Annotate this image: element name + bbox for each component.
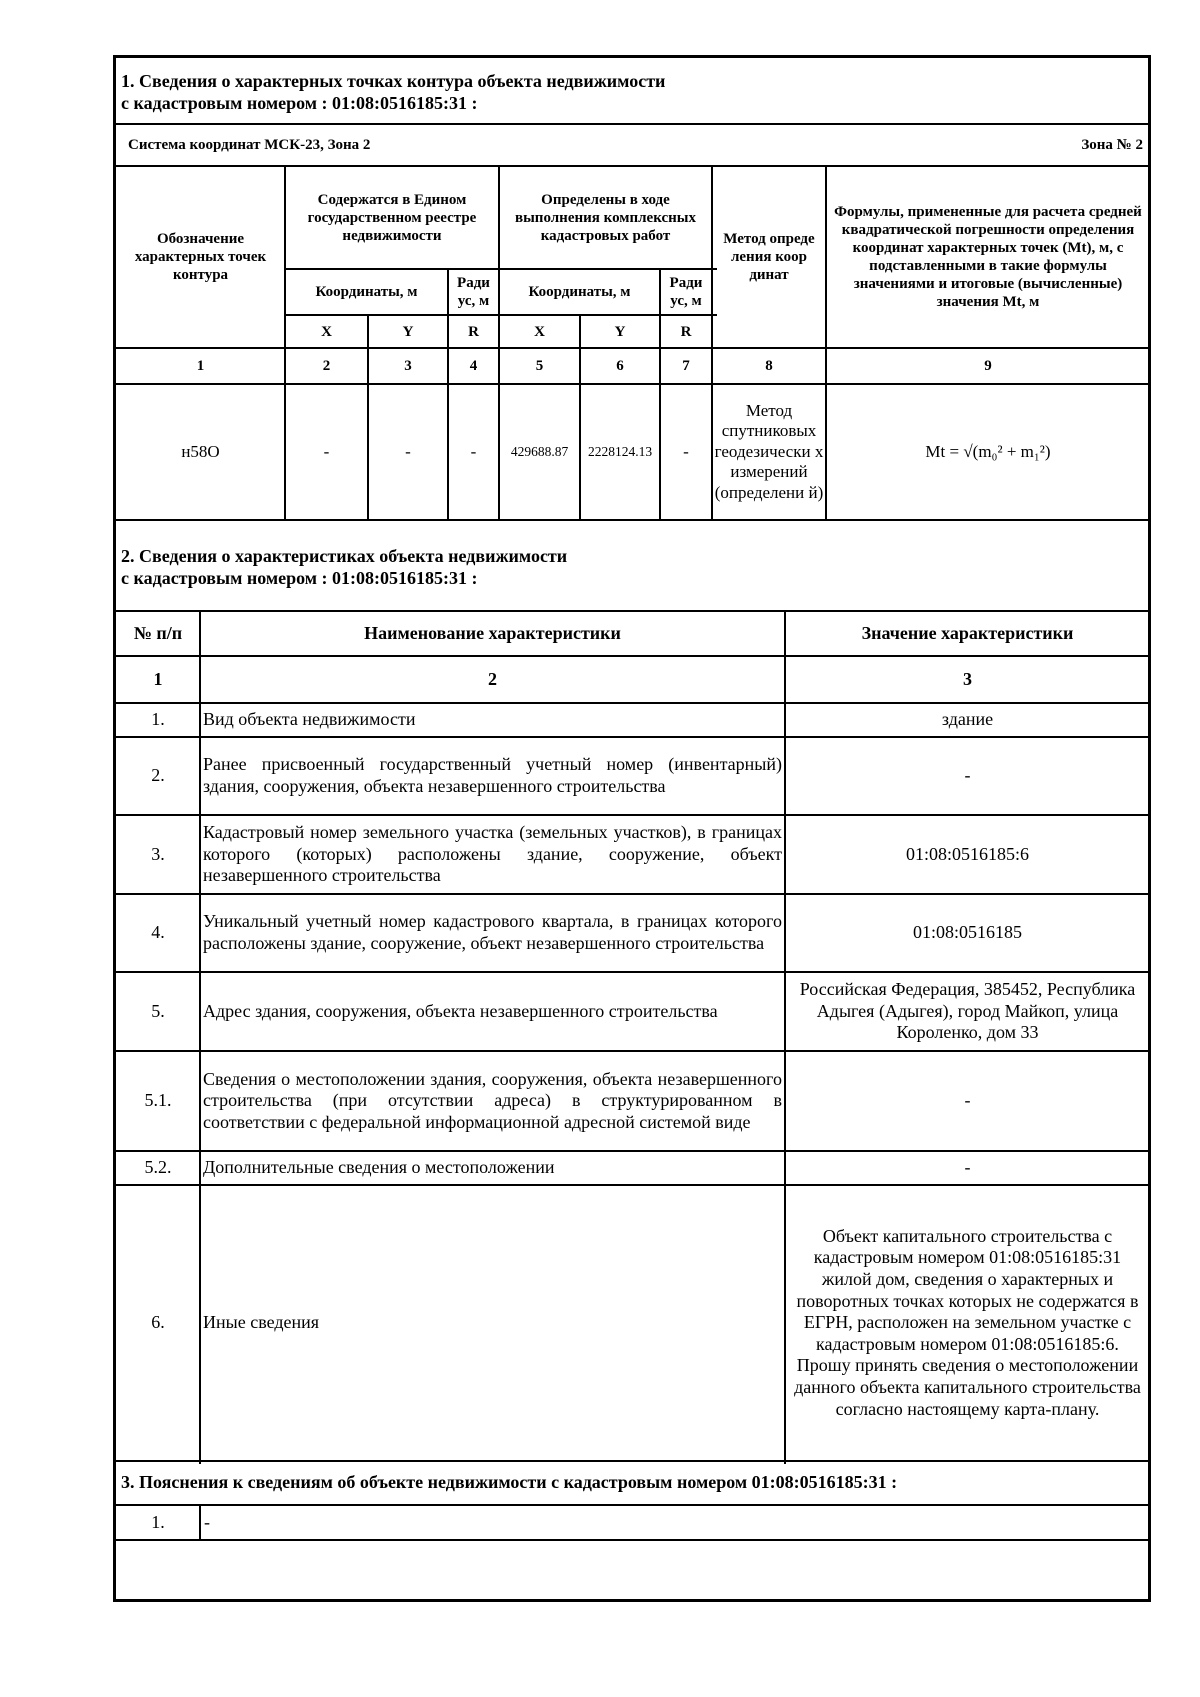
coord-system-label: Система координат МСК-23, Зона 2 [128,137,371,153]
zone-label: Зона № 2 [1081,137,1143,153]
table-row-name: Сведения о местоположении здания, сооружения, объекта незавершенного строительства (при отсутствии адреса) в структурированном в соответствии с федеральной информационной адресной системой виде [203,1068,782,1132]
section1-title-line2: с кадастровым номером : 01:08:0516185:31 : [121,93,478,113]
table-row-value: 01:08:0516185 [912,922,1022,943]
table-row-num: 2. [151,765,165,786]
table-row-num: 6. [151,1312,165,1333]
formula-value: Mt = √(m₀² + m₁²) [925,441,1051,461]
table-row-num: 5.1. [144,1090,172,1111]
table-row-name: Вид объекта недвижимости [203,709,416,730]
header-coords-egrn: Координаты, м [315,284,418,300]
table-row-num: 1. [151,709,165,730]
table-row-value: Объект капитального строительства с кадастровым номером 01:08:0516185:31 жилой дом, сведения о характерных и поворотных точках которых не содержатся в ЕГРН, расположен на земельном участке с кадастровым номером 01:08:0516185:6. Прошу принять сведения о местоположении данного объекта капитального строительства согласно настоящему карта-плану. [794,1225,1141,1419]
header-x-egrn: X [321,323,332,340]
table-row-name: Дополнительные сведения о местоположении [203,1157,555,1178]
col-number-s2-1: 1 [153,668,163,689]
table-row-value: здание [941,709,994,730]
col-number-9: 9 [984,358,992,374]
table-row-num: 3. [151,843,165,864]
y-new-value: 2228124.13 [587,443,653,459]
section2-title [121,540,1141,596]
header-y-egrn: Y [402,323,414,340]
section3-row-text: - [204,1511,210,1532]
section3-title: 3. Пояснения к сведениям об объекте недвижимости с кадастровым номером 01:08:0516185:31 : [121,1472,898,1493]
col-number-7: 7 [682,358,690,374]
header-name: Наименование характеристики [364,622,621,643]
section2-title-line1: 2. Сведения о характеристиках объекта недвижимости [121,546,568,567]
method-value: Метод спутниковых геодезически х измерений (определени й) [714,401,824,502]
x-egrn-value: - [323,441,330,461]
section1-title [121,65,1141,121]
header-works: Определены в ходе выполнения комплексных кадастровых работ [515,191,696,244]
table-row-value: - [964,765,971,786]
header-num: № п/п [133,622,183,643]
r-new-value: - [683,441,689,461]
y-egrn-value: - [405,441,411,461]
section1-title-line1: 1. Сведения о характерных точках контура объекта недвижимости [121,71,666,92]
header-r-works: R [680,323,692,340]
table-row-num: 5.2. [144,1157,172,1178]
header-radius-works: Ради ус, м [669,275,703,309]
col-number-3: 3 [404,358,412,374]
table-row-name: Уникальный учетный номер кадастрового квартала, в границах которого расположены здание, сооружение, объект незавершенного строительства [203,911,782,953]
col-number-8: 8 [765,358,773,374]
header-r-egrn: R [468,323,479,340]
table-row-name: Кадастровый номер земельного участка (земельных участков), в границах которого (которых) расположены здание, сооружение, объект незавершенного строительства [203,822,782,886]
col-number-2: 2 [322,358,331,374]
col-number-6: 6 [616,358,624,374]
header-formulas: Формулы, примененные для расчета средней квадратической погрешности определения координат характерных точек (Mt), м, с подставленными в такие формулы значениями и итоговые (вычисленные) значения Mt, м [834,204,1142,310]
x-new-value: 429688.87 [510,443,569,459]
header-y-works: Y [614,323,626,340]
header-coords-works: Координаты, м [528,284,631,300]
col-number-4: 4 [469,358,478,374]
r-egrn-value: - [470,441,477,461]
table-row-value: - [964,1157,971,1178]
header-x-works: X [534,323,545,340]
table-row-num: 5. [151,1000,165,1021]
point-name: н58О [181,441,220,461]
header-egrn: Содержатся в Едином государственном реестре недвижимости [307,191,477,244]
table-row-name: Ранее присвоенный государственный учетный номер (инвентарный) здания, сооружения, объекта незавершенного строительства [203,754,782,796]
header-value: Значение характеристики [861,622,1074,643]
section3-row-num: 1. [151,1511,165,1532]
header-radius-egrn: Ради ус, м [457,275,490,309]
table-row-value: 01:08:0516185:6 [905,843,1029,864]
table-row-value: - [964,1090,971,1111]
header-designation: Обозначение характерных точек контура [134,231,267,283]
section2-title-line2: с кадастровым номером : 01:08:0516185:31 : [121,568,478,588]
col-number-s2-2: 2 [488,668,497,689]
col-number-1: 1 [196,358,205,374]
col-number-s2-3: 3 [963,668,972,689]
table-row-value: Российская Федерация, 385452, Республика Адыгея (Адыгея), город Майкоп, улица Короленко, дом 33 [799,979,1136,1043]
col-number-5: 5 [535,358,544,374]
table-row-num: 4. [151,922,165,943]
table-row-name: Иные сведения [203,1312,320,1333]
table-row-name: Адрес здания, сооружения, объекта незавершенного строительства [203,1000,718,1021]
header-method: Метод опреде ления коор динат [723,231,815,283]
